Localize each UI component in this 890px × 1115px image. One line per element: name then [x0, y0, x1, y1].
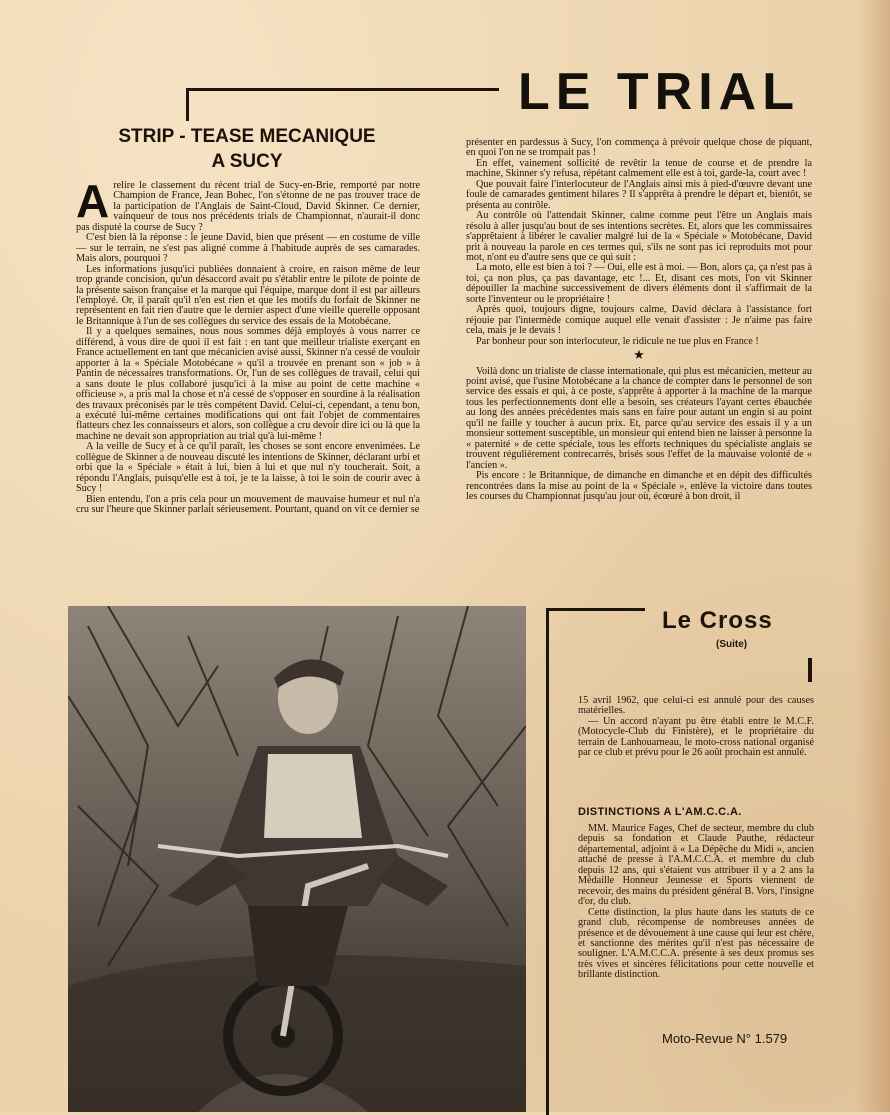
article-subtitle — [82, 124, 412, 174]
trial-rider-photo-drawing — [68, 606, 526, 1112]
cross-title: Le Cross — [662, 607, 773, 634]
article-paragraph: Au contrôle où l'attendait Skinner, calme comme peut l'être un Anglais mais résolu à aller jusqu'au bout de ses intentions secrètes. Et, alors que les commissaires s'apprêtaient à libérer le cavalier malgré lui de la « Spéciale » Motobécane, David prit à nouveau la parole en ces termes qui, s'ils ne sont pas ici reproduits mot pour mot, n'ont eu d'autre sens que ce qui suit : — [466, 210, 812, 263]
drop-cap: A — [76, 181, 110, 227]
section-star-separator: ★ — [633, 347, 645, 363]
title-corner-rule — [186, 88, 499, 121]
article-paragraph: A la veille de Sucy et à ce qu'il paraît, les choses se sont encore envenimées. Le collègue de Skinner a de nouveau discuté les intentions de Skinner, déclarant urbi et orbi que la « Spéciale » était à lui, bien à lui et que nul n'y toucherait. Soit, a répondu l'Anglais, puisqu'elle est à toi, je te la laisse, à toi le soin de courir avec à Sucy ! — [76, 441, 420, 495]
article-paragraph: Bien entendu, l'on a pris cela pour un mouvement de mauvaise humeur et nul n'a cru sur l'heure que Skinner parlait sérieusement. Pourtant, quand on vit ce dernier se — [76, 493, 420, 516]
article-subtitle-line1: STRIP - TEASE MECANIQUE — [118, 126, 376, 147]
magazine-footer: Moto-Revue N° 1.579 — [662, 1031, 788, 1046]
article-paragraph: relire le classement du récent trial de Sucy-en-Brie, remporté par notre Champion de France, Jean Bohec, l'on s'étonne de ne pas trouver trace de la participation de l'Anglais de Saint-Cloud, David Skinner. Ce dernier, vainqueur de tous nos précédents trials de Championnat, n'aurait-il donc pas disputé la course de Sucy ? — [76, 181, 420, 233]
distinctions-paragraph: MM. Maurice Fages, Chef de secteur, membre du club depuis sa fondation et Claude Pauthe, rédacteur départemental, adjoint à « La Dépêche du Midi », ancien attaché de presse à l'A.M.C.C.A. et membre du club depuis 12 ans, qui s'étaient vus attribuer il y a 2 ans la Médaille Honneur Jeunesse et Sports viennent de recevoir, des mains du président général B. Vors, l'insigne d'or, du club. — [578, 824, 814, 908]
cross-text — [578, 696, 814, 796]
page-title: LE TRIAL — [518, 63, 800, 121]
cross-paragraph: 15 avril 1962, que celui-ci est annulé pour des causes matérielles. — [578, 696, 814, 717]
article-column-right — [466, 138, 812, 588]
trial-rider-photo — [68, 606, 526, 1112]
distinctions-text — [578, 824, 814, 1024]
cross-paragraph: — Un accord n'ayant pu être établi entre le M.C.F. (Motocycle-Club du Finistère), et le propriétaire du terrain de Lanhouarneau, le moto-cross national organisé par ce club et prévu pour le 26 août prochain est annulé. — [578, 715, 814, 759]
distinctions-paragraph: Cette distinction, la plus haute dans les statuts de ce grand club, récompense de nombreuses années de présence et de dévouement à une cause qui leur est chère, et sanctionne des mérites qu'il n'est pas nécessaire de souligner. L'A.M.C.C.A. présente à ses deux promus ses très vives et sincères félicitations pour cette nouvelle et brillante distinction. — [578, 906, 814, 981]
article-paragraph: La moto, elle est bien à toi ? — Oui, elle est à moi. — Bon, alors ça, ça n'est pas à toi, ça non plus, ça pas davantage, etc !... Et, disant ces mots, l'on vit Skinner dépouiller la machine successivement de divers éléments dont il s'affirmait de la sorte l'inventeur ou le propriétaire ! — [466, 262, 812, 305]
cross-suite-label: (Suite) — [716, 639, 748, 650]
article-paragraph: Par bonheur pour son interlocuteur, le ridicule ne tue plus en France ! — [476, 335, 759, 347]
article-subtitle-line2: A SUCY — [211, 151, 283, 172]
article-column-left — [76, 181, 420, 586]
page-edge-shadow — [856, 0, 890, 1112]
article-paragraph: En effet, vainement sollicité de revêtir la tenue de course et de prendre la machine, Skinner s'y refusa, répétant calmement elle est à toi, garde-la, court avec ! — [466, 157, 812, 180]
cross-title-bar — [808, 658, 812, 682]
distinctions-heading: DISTINCTIONS A L'AM.C.C.A. — [578, 806, 742, 818]
article-paragraph: Les informations jusqu'ici publiées donnaient à croire, en raison même de leur trop grande concision, qu'un désaccord avait pu s'établir entre le pilote de pointe de la présente saison française et la marque qui l'équipe, marque dont il est par ailleurs l'employé. Or, il paraît qu'il n'en est rien et que les motifs du forfait de Skinner ne représentent en fait rien d'autre que le dernier aspect d'une vieille querelle opposant le Britannique à l'un de ses collègues du service des essais de la Motobécane. — [76, 263, 420, 327]
article-paragraph: Que pouvait faire l'interlocuteur de l'Anglais ainsi mis à pied-d'œuvre devant une foule de camarades gentiment hilares ? Il s'apprêta à prendre le départ et, bientôt, se présenta au contrôle. — [466, 178, 812, 211]
article-paragraph: C'est bien là la réponse : le jeune David, bien que présent — en costume de ville — sur le terrain, ne s'est pas aligné comme à l'habitude auprès de ses camarades. Mais alors, pourquoi ? — [76, 232, 420, 265]
article-paragraph: Il y a quelques semaines, nous nous sommes déjà employés à vous narrer ce différend, à vous dire de quoi il est fait : en tant que meilleur trialiste exerçant en France actuellement en tant que mécanicien avisé aussi, Skinner n'a cessé de vouloir apporter à la « Spéciale Motobécane » qu'il a trouvée en prenant son « job » à Pantin de nécessaires transformations. Or, l'un de ses collègues de travail, celui qui a sans doute le plus collaboré jusqu'ici à la mise au point de cette machine « officieuse », a pris mal la chose et n'a cessé de s'opposer en sourdine à la réalisation des travaux préconisés par le très compétent David. Celui-ci, cependant, a tenu bon, a exécuté lui-même certaines modifications qui ont fait l'objet de commentaires flatteurs chez les connaisseurs et alors, son collègue a cru devoir dire ici ou là que la machine ne devait son appropriation au trial qu'à lui-même ! — [76, 326, 420, 442]
article-paragraph: Voilà donc un trialiste de classe internationale, qui plus est mécanicien, metteur au point avisé, que l'usine Motobécane a la chance de compter dans le personnel de son service des essais et qui, à ce poste, s'apprête à apporter à la machine de la marque tous les perfectionnements dont elle a besoin, ses créateurs l'ayant certes ébauchée au long des années précédentes mais sans en faire pour autant un engin si au point qu'il ne faille y toucher à aucun prix. Et, parce qu'au service des essais il y a un monsieur sottement susceptible, un monsieur qui entend bien ne laisser à personne la « paternité » de cette spéciale, tous les efforts techniques du spécialiste anglais se trouvent régulièrement contrecarrés, brisés sous l'effet de la mauvaise volonté de « l'ancien ». — [466, 365, 812, 471]
article-paragraph: Pis encore : le Britannique, de dimanche en dimanche et en dépit des difficultés rencontrées dans la mise au point de la « Spéciale », enlève la victoire dans toutes les courses du Championnat jusqu'au jour où, écœuré à bon droit, il — [466, 470, 812, 502]
article-paragraph: présenter en pardessus à Sucy, l'on commença à prévoir quelque chose de piquant, en quoi l'on ne se trompait pas ! — [466, 138, 812, 159]
article-paragraph: Après quoi, toujours digne, toujours calme, David déclara à l'assistance fort réjouie par l'intermède comique auquel elle venait d'assister : Je n'aime pas faire cela, mais je le devais ! — [466, 304, 812, 337]
